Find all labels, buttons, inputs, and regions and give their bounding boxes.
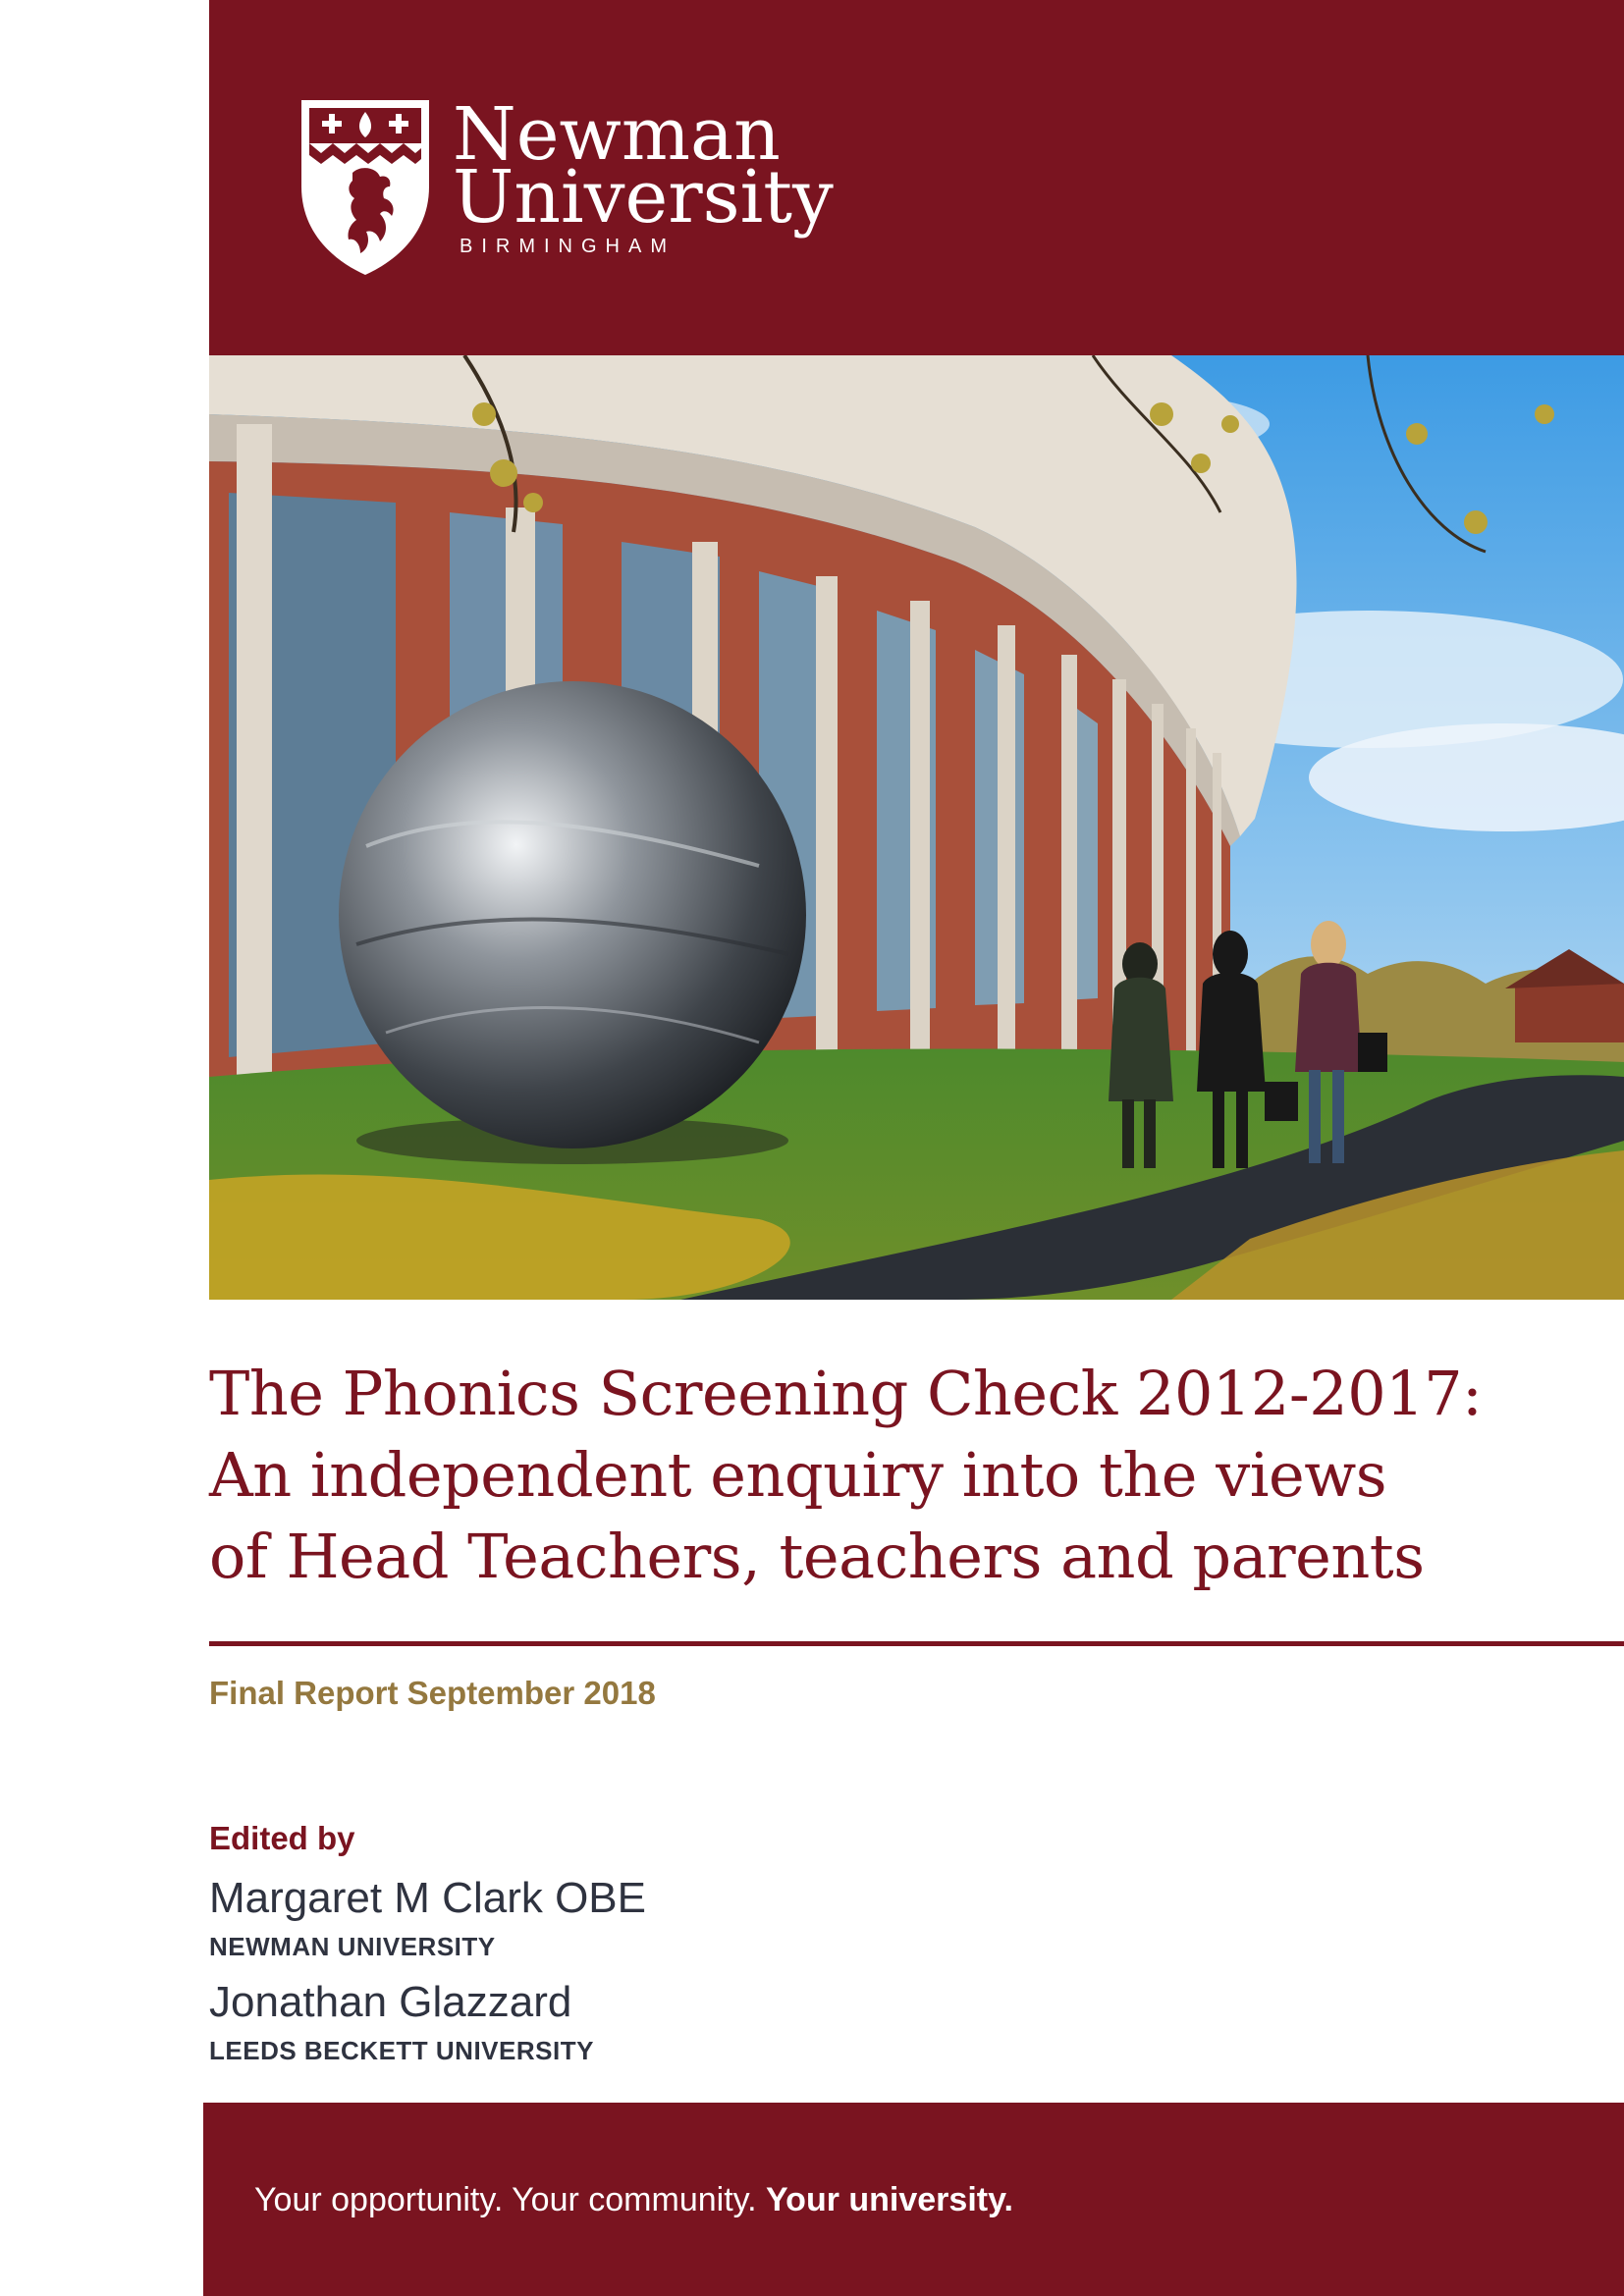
report-title-line-3: of Head Teachers, teachers and parents bbox=[209, 1521, 1425, 1592]
edited-by-label: Edited by bbox=[209, 1820, 355, 1856]
title-divider bbox=[209, 1641, 1624, 1646]
header-band bbox=[209, 0, 1624, 355]
report-title-line-1: The Phonics Screening Check 2012-2017: bbox=[209, 1358, 1483, 1429]
campus-photo bbox=[209, 355, 1624, 1300]
wordmark-newman: Newman bbox=[453, 92, 781, 177]
newman-university-logo bbox=[298, 92, 906, 283]
report-title bbox=[209, 1353, 1603, 1597]
editor-affiliation: LEEDS BECKETT UNIVERSITY bbox=[209, 2036, 594, 2065]
editor-name: Jonathan Glazzard bbox=[209, 1978, 572, 2026]
campus-photo-illustration bbox=[209, 355, 1624, 1300]
footer-band bbox=[203, 2103, 1624, 2296]
tagline-regular: Your opportunity. Your community. bbox=[254, 2181, 757, 2218]
report-subtitle: Final Report September 2018 bbox=[209, 1675, 656, 1711]
editor-affiliation: NEWMAN UNIVERSITY bbox=[209, 1932, 496, 1961]
wordmark-university: University bbox=[453, 155, 834, 240]
university-crest-icon bbox=[298, 96, 433, 279]
tagline-bold: Your university. bbox=[766, 2181, 1013, 2218]
wordmark-birmingham: BIRMINGHAM bbox=[460, 236, 676, 257]
editor-name: Margaret M Clark OBE bbox=[209, 1874, 646, 1922]
footer-tagline bbox=[254, 2181, 1013, 2219]
report-title-line-2: An independent enquiry into the views bbox=[209, 1439, 1387, 1511]
